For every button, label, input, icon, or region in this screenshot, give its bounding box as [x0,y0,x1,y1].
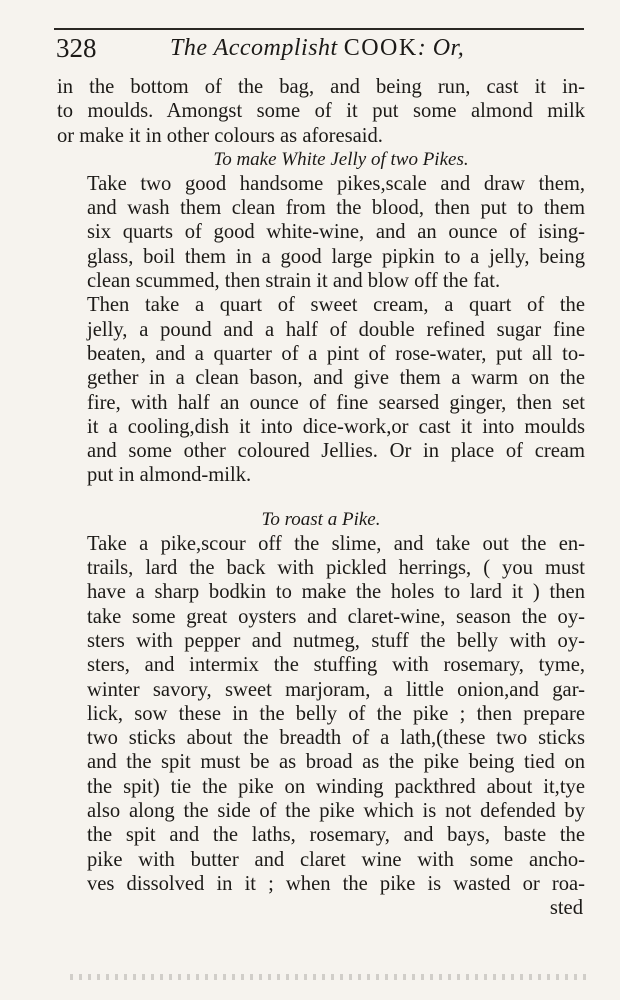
text-line: to moulds. Amongst some of it put some almond milk [57,100,585,123]
text-line: fire, with half an ounce of fine searsed ginger, then set [87,391,585,414]
section-heading-roast-pike: To roast a Pike. [261,508,381,530]
text-line: pike with butter and claret wine with some ancho- [87,848,585,871]
paragraph-2 [57,172,585,293]
page-text [57,75,585,921]
text-line: put in almond-milk. [87,464,252,487]
text-line: sters, and intermix the stuffing with rosemary, tyme, [87,654,585,677]
text-line: lick, sow these in the belly of the pike ; then prepare [87,702,585,725]
text-line: and wash them clean from the blood, then put to them [87,197,585,220]
text-line: in the bottom of the bag, and being run, cast it in- [57,76,585,98]
text-line: sters with pepper and nutmeg, stuff the belly with oy- [87,629,585,652]
text-line: it a cooling,dish it into dice-work,or cast it into moulds [87,415,585,438]
text-line: six quarts of good white-wine, and an ounce of ising- [87,221,585,244]
text-line: also along the side of the pike which is not defended by [87,800,585,823]
page-header [56,30,586,74]
text-line: trails, lard the back with pickled herrings, ( you must [87,557,585,580]
text-line: two sticks about the breadth of a lath,(these two sticks [87,727,585,750]
text-line: the spit) tie the pike on winding packthred about it,tye [87,775,585,798]
paragraph-3 [57,293,585,487]
running-title-tail: : Or, [417,35,465,61]
text-line: winter savory, sweet marjoram, a little onion,and gar- [87,678,585,701]
print-smudge [70,974,590,980]
text-line: and the spit must be as broad as the pike being tied on [87,751,585,774]
paragraph-1 [57,75,585,148]
page-number: 328 [56,33,97,63]
text-line: glass, boil them in a good large pipkin to a jelly, being [87,245,585,268]
text-line: Take two good handsome pikes,scale and draw them, [87,172,585,195]
text-line: take some great oysters and claret-wine, season the oy- [87,605,585,628]
paragraph-4 [57,532,585,896]
text-line: or make it in other colours as aforesaid. [57,124,383,147]
text-line: jelly, a pound and a half of double refined sugar fine [87,318,585,341]
text-line: ves dissolved in it ; when the pike is wasted or roa- [87,872,585,895]
text-line: beaten, and a quarter of a pint of rose-water, put all to- [87,342,585,365]
running-title-caps: COOK [343,35,418,61]
catchword: sted [549,897,583,920]
text-line: Then take a quart of sweet cream, a quart of the [87,294,585,317]
text-line: have a sharp bodkin to make the holes to lard it ) then [87,581,585,604]
section-heading-white-jelly: To make White Jelly of two Pikes. [213,148,469,170]
text-line: gether in a clean bason, and give them a warm on the [87,367,585,390]
text-line: the spit and the laths, rosemary, and bays, baste the [87,824,585,847]
running-title [170,30,464,66]
text-line: and some other coloured Jellies. Or in place of cream [87,440,585,463]
text-line: Take a pike,scour off the slime, and take out the en- [87,532,585,555]
text-line: clean scummed, then strain it and blow off the fat. [87,270,501,293]
running-title-italic: The Accomplisht [170,35,338,61]
